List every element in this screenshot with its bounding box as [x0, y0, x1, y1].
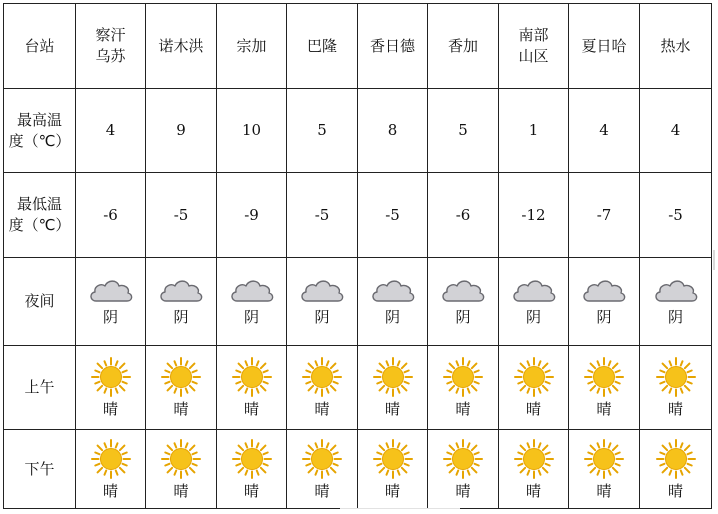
afternoon-row	[4, 430, 712, 509]
max-temp-value: 4	[599, 121, 609, 139]
sun-icon	[656, 357, 696, 397]
min-temp-cell	[358, 173, 428, 258]
night-weather-cell	[358, 258, 428, 346]
station-header-cell	[640, 4, 712, 89]
min-temp-value: -9	[244, 205, 259, 224]
station-name: 宗加	[236, 36, 267, 55]
afternoon-weather-cell	[499, 430, 569, 509]
max-temp-cell	[358, 89, 428, 173]
station-name: 山区	[518, 47, 549, 65]
night-weather-cell	[217, 258, 287, 346]
afternoon-weather-cell	[428, 430, 499, 509]
weather-condition: 晴	[667, 481, 683, 500]
afternoon-weather-cell	[146, 430, 217, 509]
weather-condition: 阴	[102, 308, 118, 326]
max-temp-value: 10	[241, 121, 262, 139]
min-temp-value: -7	[596, 205, 612, 224]
sun-icon	[443, 439, 483, 479]
sun-icon	[584, 439, 624, 479]
max-temp-value: 4	[670, 121, 681, 139]
morning-weather-cell	[358, 346, 428, 430]
max-temp-cell	[428, 89, 499, 173]
weather-condition: 晴	[455, 481, 471, 500]
station-name: 诺木洪	[158, 36, 204, 55]
cloud-icon	[581, 277, 627, 305]
weather-condition: 晴	[596, 481, 612, 500]
min-temp-value: -6	[103, 205, 118, 224]
min-temp-cell	[76, 173, 146, 258]
weather-condition: 阴	[384, 308, 400, 326]
sun-icon	[443, 357, 483, 397]
weather-condition: 阴	[525, 308, 541, 326]
weather-condition: 晴	[243, 481, 259, 500]
station-header-cell	[146, 4, 217, 89]
morning-weather-cell	[428, 346, 499, 430]
night-weather-cell	[146, 258, 217, 346]
weather-condition: 阴	[455, 308, 471, 326]
afternoon-label: 下午	[24, 459, 55, 478]
afternoon-weather-cell	[640, 430, 712, 509]
station-name: 香加	[447, 36, 478, 55]
min-temp-cell	[640, 173, 712, 258]
station-name: 夏日哈	[581, 36, 627, 55]
morning-weather-cell	[499, 346, 569, 430]
weather-condition: 晴	[173, 481, 189, 500]
header-row	[4, 4, 712, 89]
night-weather-cell	[76, 258, 146, 346]
morning-weather-cell	[640, 346, 712, 430]
station-header-cell	[76, 4, 146, 89]
cloud-icon	[299, 277, 345, 305]
morning-weather-cell	[287, 346, 358, 430]
station-header-cell	[499, 4, 569, 89]
weather-condition: 晴	[243, 400, 259, 418]
sun-icon	[161, 357, 201, 397]
cloud-icon	[88, 277, 134, 305]
weather-condition: 晴	[525, 481, 541, 500]
station-header-cell	[428, 4, 499, 89]
min-temp-value: -12	[521, 205, 546, 224]
station-name: 香日德	[369, 36, 415, 55]
night-weather-cell	[640, 258, 712, 346]
weather-condition: 晴	[102, 400, 118, 418]
cloud-icon	[440, 277, 486, 305]
morning-label-cell	[4, 346, 76, 430]
sun-icon	[232, 357, 272, 397]
morning-weather-cell	[217, 346, 287, 430]
weather-condition: 阴	[667, 308, 683, 326]
station-header-cell	[569, 4, 640, 89]
sun-icon	[656, 439, 696, 479]
max-temp-value: 1	[528, 121, 539, 139]
morning-weather-cell	[76, 346, 146, 430]
weather-condition: 晴	[384, 481, 400, 500]
morning-label: 上午	[24, 378, 55, 396]
weather-condition: 晴	[314, 481, 330, 500]
max-temp-cell	[287, 89, 358, 173]
edge-mark	[713, 250, 715, 270]
weather-condition: 阴	[314, 308, 330, 326]
sun-icon	[302, 357, 342, 397]
cloud-icon	[511, 277, 557, 305]
min-temp-label-line-1: 最低温	[16, 195, 62, 213]
max-temp-cell	[499, 89, 569, 173]
weather-condition: 阴	[243, 308, 259, 326]
min-temp-cell	[146, 173, 217, 258]
min-temp-cell	[287, 173, 358, 258]
station-name: 乌苏	[95, 47, 126, 65]
morning-weather-cell	[146, 346, 217, 430]
night-label: 夜间	[24, 292, 55, 310]
night-weather-cell	[499, 258, 569, 346]
sun-icon	[91, 439, 131, 479]
weather-condition: 阴	[596, 308, 612, 326]
max-temp-label-cell	[4, 89, 76, 173]
min-temp-label-line-2: 度（℃）	[8, 216, 71, 234]
afternoon-weather-cell	[217, 430, 287, 509]
weather-condition: 晴	[596, 400, 612, 418]
night-label-cell	[4, 258, 76, 346]
afternoon-weather-cell	[358, 430, 428, 509]
afternoon-label-cell	[4, 430, 76, 509]
sun-icon	[161, 439, 201, 479]
afternoon-weather-cell	[569, 430, 640, 509]
station-name: 巴隆	[306, 36, 337, 55]
night-weather-cell	[428, 258, 499, 346]
min-temp-value: -5	[668, 205, 683, 224]
sun-icon	[514, 439, 554, 479]
sun-icon	[232, 439, 272, 479]
afternoon-weather-cell	[287, 430, 358, 509]
station-header-cell	[358, 4, 428, 89]
station-name: 南部	[518, 26, 549, 44]
max-temp-label-line-2: 度（℃）	[8, 131, 71, 150]
morning-weather-cell	[569, 346, 640, 430]
cloud-icon	[229, 277, 275, 305]
weather-condition: 晴	[173, 400, 189, 418]
station-header-cell	[217, 4, 287, 89]
max-temp-value: 4	[105, 121, 116, 139]
max-temp-value: 8	[387, 121, 398, 139]
sun-icon	[584, 357, 624, 397]
cloud-icon	[158, 277, 204, 305]
min-temp-cell	[428, 173, 499, 258]
station-header-cell	[287, 4, 358, 89]
night-weather-cell	[569, 258, 640, 346]
cloud-icon	[653, 277, 699, 305]
weather-condition: 晴	[102, 481, 118, 500]
max-temp-row	[4, 89, 712, 173]
night-row	[4, 258, 712, 346]
station-name: 察汗	[95, 26, 126, 44]
sun-icon	[373, 439, 413, 479]
weather-condition: 晴	[384, 400, 400, 418]
min-temp-cell	[217, 173, 287, 258]
morning-row	[4, 346, 712, 430]
min-temp-cell	[569, 173, 640, 258]
weather-condition: 晴	[525, 400, 541, 418]
max-temp-value: 5	[458, 121, 468, 139]
min-temp-value: -5	[385, 205, 400, 224]
sun-icon	[91, 357, 131, 397]
max-temp-cell	[217, 89, 287, 173]
weather-condition: 晴	[455, 400, 471, 418]
cloud-icon	[370, 277, 416, 305]
max-temp-value: 5	[317, 121, 327, 139]
station-name: 热水	[660, 36, 691, 55]
weather-forecast-table	[3, 3, 712, 509]
afternoon-weather-cell	[76, 430, 146, 509]
max-temp-cell	[640, 89, 712, 173]
header-label: 台站	[24, 36, 55, 55]
weather-condition: 晴	[314, 400, 330, 418]
max-temp-cell	[569, 89, 640, 173]
edge-mark	[340, 508, 460, 509]
min-temp-value: -5	[314, 205, 330, 224]
min-temp-row	[4, 173, 712, 258]
sun-icon	[373, 357, 413, 397]
header-label-cell	[4, 4, 76, 89]
min-temp-value: -5	[173, 205, 189, 224]
min-temp-value: -6	[455, 205, 471, 224]
max-temp-cell	[146, 89, 217, 173]
weather-condition: 晴	[667, 400, 683, 418]
max-temp-value: 9	[176, 121, 186, 139]
min-temp-label-cell	[4, 173, 76, 258]
max-temp-cell	[76, 89, 146, 173]
min-temp-cell	[499, 173, 569, 258]
sun-icon	[302, 439, 342, 479]
max-temp-label-line-1: 最高温	[16, 110, 62, 129]
sun-icon	[514, 357, 554, 397]
night-weather-cell	[287, 258, 358, 346]
weather-condition: 阴	[173, 308, 189, 326]
